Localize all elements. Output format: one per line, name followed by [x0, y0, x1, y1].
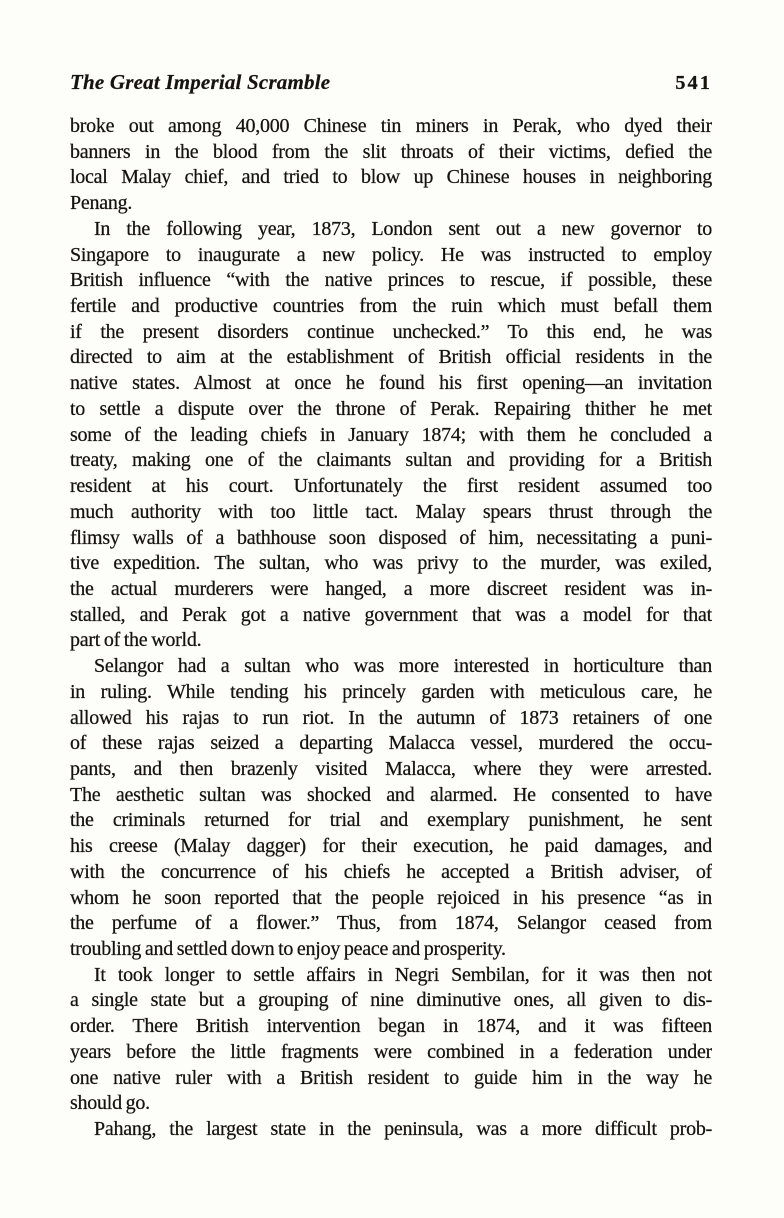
- text-line: should go.: [70, 1092, 150, 1115]
- text-line: the perfume of a flower.” Thus, from 1874, Selangor ceased from: [70, 912, 712, 935]
- text-line: order. There British intervention began in 1874, and it was fifteen: [70, 1015, 712, 1038]
- text-line: Penang.: [70, 192, 133, 215]
- text-line: stalled, and Perak got a native government that was a model for that: [70, 603, 712, 626]
- text-line: Pahang, the largest state in the peninsula, was a more difficult prob-: [94, 1118, 712, 1141]
- page-number: 541: [675, 72, 712, 94]
- text-line: part of the world.: [70, 629, 202, 652]
- text-line: directed to aim at the establishment of British official residents in the: [70, 346, 712, 369]
- text-line: one native ruler with a British resident to guide him in the way he: [70, 1066, 712, 1089]
- text-line: broke out among 40,000 Chinese tin miners in Perak, who dyed their: [70, 115, 712, 137]
- text-line: tive expedition. The sultan, who was privy to the murder, was exiled,: [70, 552, 712, 575]
- text-line: Selangor had a sultan who was more interested in horticulture than: [94, 655, 712, 678]
- running-title: The Great Imperial Scramble: [70, 70, 331, 94]
- text-line: whom he soon reported that the people rejoiced in his presence “as in: [70, 886, 712, 909]
- text-line: pants, and then brazenly visited Malacca, where they were arrested.: [70, 757, 712, 780]
- text-line: with the concurrence of his chiefs he accepted a British adviser, of: [70, 860, 712, 883]
- text-line: his creese (Malay dagger) for their execution, he paid damages, and: [70, 835, 712, 858]
- text-line: native states. Almost at once he found his first opening—an invitation: [70, 372, 712, 395]
- text-line: to settle a dispute over the throne of Perak. Repairing thither he met: [70, 397, 712, 420]
- text-line: some of the leading chiefs in January 1874; with them he concluded a: [70, 423, 712, 446]
- text-line: In the following year, 1873, London sent out a new governor to: [94, 217, 712, 240]
- text-line: much authority with too little tact. Malay spears thrust through the: [70, 500, 712, 523]
- text-line: Singapore to inaugurate a new policy. He was instructed to employ: [70, 243, 712, 266]
- text-line: flimsy walls of a bathhouse soon disposed of him, necessitating a puni-: [70, 526, 712, 549]
- text-line: troubling and settled down to enjoy peace and prosperity.: [70, 938, 506, 960]
- text-line: years before the little fragments were combined in a federation under: [70, 1040, 712, 1063]
- text-line: of these rajas seized a departing Malacca vessel, murdered the occu-: [70, 732, 712, 755]
- text-line: fertile and productive countries from the ruin which must befall them: [70, 295, 712, 318]
- text-line: banners in the blood from the slit throats of their victims, defied the: [70, 140, 712, 163]
- text-line: British influence “with the native princes to rescue, if possible, these: [70, 269, 712, 292]
- text-line: the actual murderers were hanged, a more discreet resident was in-: [70, 577, 712, 600]
- text-line: It took longer to settle affairs in Negri Sembilan, for it was then not: [94, 963, 712, 986]
- text-line: local Malay chief, and tried to blow up Chinese houses in neighboring: [70, 166, 712, 189]
- text-line: allowed his rajas to run riot. In the autumn of 1873 retainers of one: [70, 706, 712, 729]
- running-head: [70, 70, 712, 95]
- body-text: [70, 114, 712, 1143]
- text-line: the criminals returned for trial and exemplary punishment, he sent: [70, 809, 712, 832]
- text-line: The aesthetic sultan was shocked and alarmed. He consented to have: [70, 783, 712, 806]
- text-line: in ruling. While tending his princely garden with meticulous care, he: [70, 680, 712, 703]
- text-line: resident at his court. Unfortunately the first resident assumed too: [70, 475, 712, 498]
- text-line: treaty, making one of the claimants sultan and providing for a British: [70, 449, 712, 472]
- text-line: if the present disorders continue unchecked.” To this end, he was: [70, 320, 712, 343]
- text-line: a single state but a grouping of nine diminutive ones, all given to dis-: [70, 989, 712, 1012]
